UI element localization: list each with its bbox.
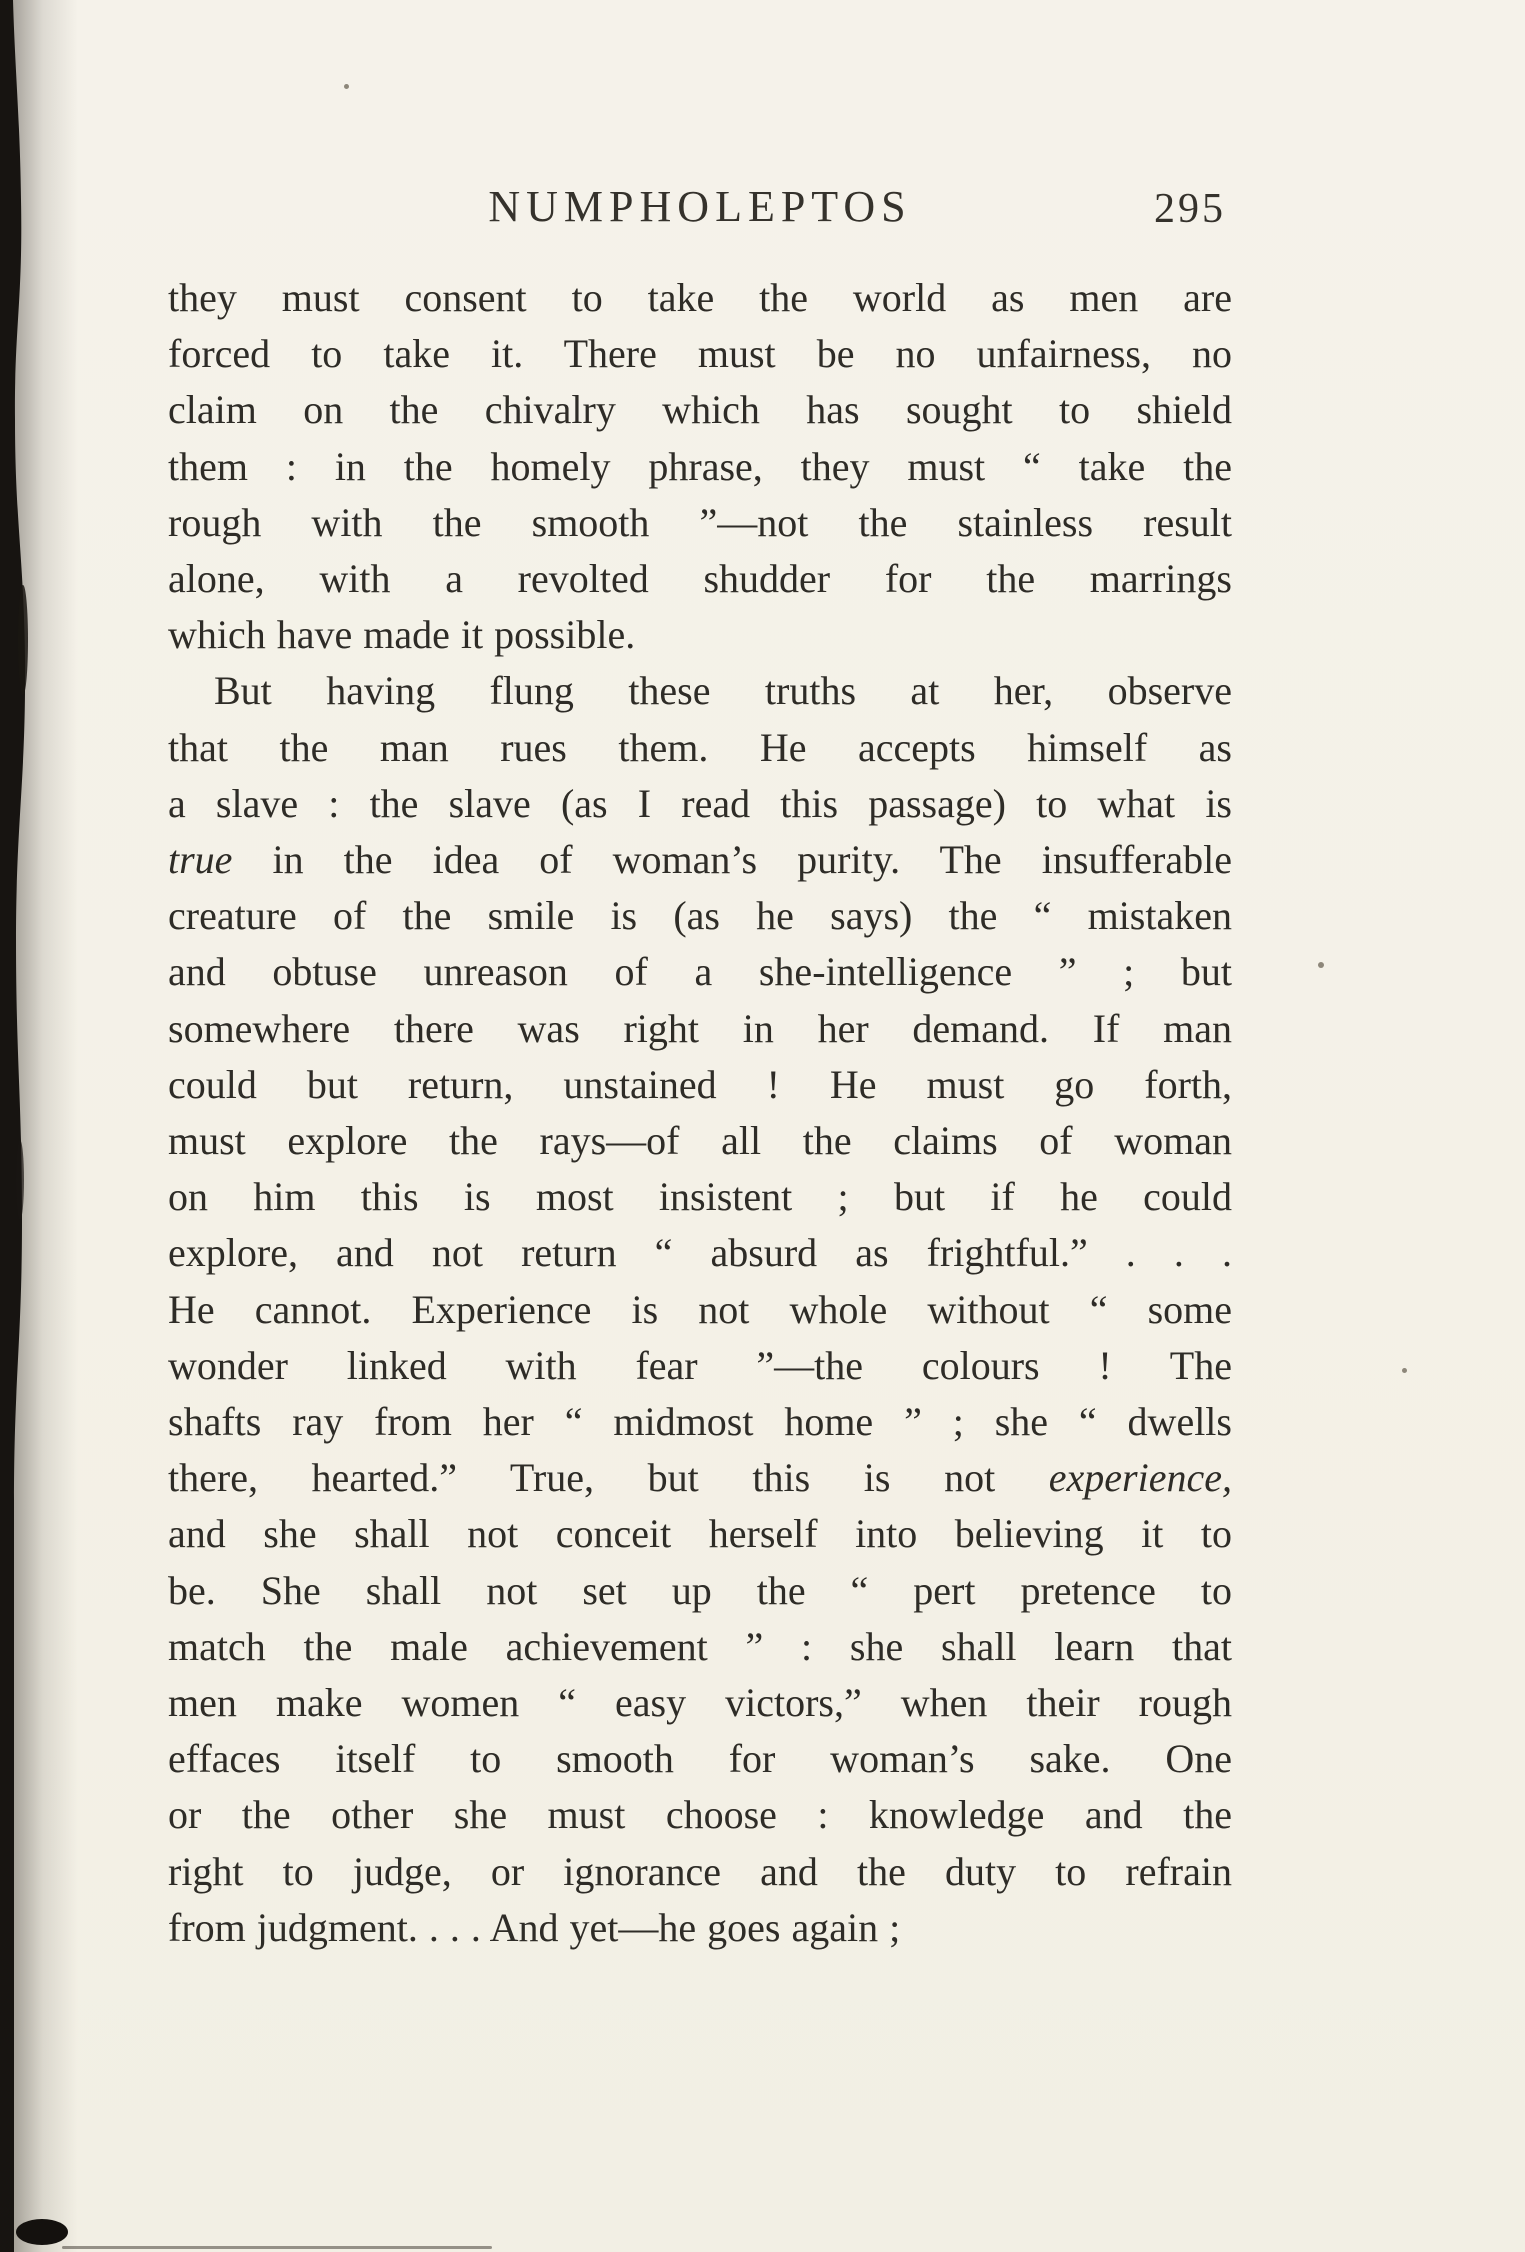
text-line: effaces itself to smooth for woman’s sake. One (168, 1736, 1232, 1782)
text-line: them : in the homely phrase, they must “ take the (168, 443, 1232, 489)
text-line: forced to take it. There must be no unfairness, no (168, 331, 1232, 377)
text-line: and obtuse unreason of a she-intelligence ” ; but (168, 949, 1232, 995)
text-line: rough with the smooth ”—not the stainless result (168, 499, 1232, 545)
text-line: right to judge, or ignorance and the duty to refrain (168, 1848, 1232, 1894)
page-header (168, 178, 1232, 236)
text-line: and she shall not conceit herself into believing it to (168, 1511, 1232, 1557)
text-line: must explore the rays—of all the claims of woman (168, 1118, 1232, 1164)
text-line: claim on the chivalry which has sought to shield (168, 387, 1232, 433)
text-line: there, hearted.” True, but this is not experience, (168, 1455, 1232, 1501)
text-line: be. She shall not set up the “ pert pretence to (168, 1567, 1232, 1613)
page-body (168, 270, 1232, 1956)
text-line: that the man rues them. He accepts himself as (168, 724, 1232, 770)
scan-binding-edge (0, 0, 78, 2252)
text-line: alone, with a revolted shudder for the marrings (168, 556, 1232, 602)
text-line: a slave : the slave (as I read this passage) to what is (168, 780, 1232, 826)
text-line: He cannot. Experience is not whole without “ some (168, 1286, 1232, 1332)
text-line: shafts ray from her “ midmost home ” ; she “ dwells (168, 1399, 1232, 1445)
text-line: match the male achievement ” : she shall learn that (168, 1623, 1232, 1669)
text-line: explore, and not return “ absurd as frightful.” . . . (168, 1230, 1232, 1276)
text-line: they must consent to take the world as men are (168, 275, 1232, 320)
text-line: wonder linked with fear ”—the colours ! The (168, 1342, 1232, 1388)
text-line: on him this is most insistent ; but if he could (168, 1174, 1232, 1220)
page-number: 295 (1154, 186, 1226, 232)
paragraph (168, 270, 1232, 663)
page-content (168, 178, 1232, 1956)
text-line: could but return, unstained ! He must go forth, (168, 1061, 1232, 1107)
text-line: men make women “ easy victors,” when their rough (168, 1680, 1232, 1726)
text-line: from judgment. . . . And yet—he goes again ; (168, 1904, 901, 1950)
scan-speck (344, 84, 349, 89)
text-line: which have made it possible. (168, 612, 636, 658)
scan-speck (1318, 962, 1324, 968)
text-line: or the other she must choose : knowledge and the (168, 1792, 1232, 1838)
text-line: somewhere there was right in her demand. If man (168, 1005, 1232, 1051)
scan-bottom-smudge (62, 2246, 492, 2249)
text-line: creature of the smile is (as he says) the “ mistaken (168, 893, 1232, 939)
page-title: NUMPHOLEPTOS (488, 182, 912, 231)
scan-speck (1402, 1368, 1407, 1373)
text-line: But having flung these truths at her, observe (214, 668, 1232, 714)
text-line: true in the idea of woman’s purity. The insufferable (168, 837, 1232, 883)
paragraph (168, 663, 1232, 1956)
